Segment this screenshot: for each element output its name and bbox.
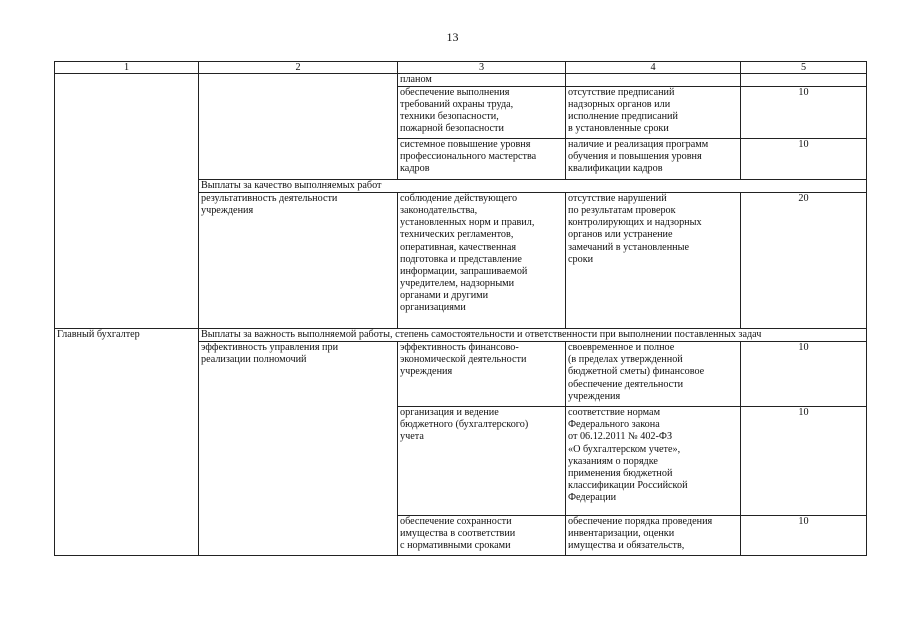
points-cell: 10	[741, 516, 867, 556]
criterion-cell: соблюдение действующего законодательства, установленных норм и правил, технических регламентов, оперативная, качественная подготовка и представление информации, запрашиваемой учредителем, надзорными органами и другими организациями	[398, 193, 566, 329]
condition-cell: обеспечение порядка проведения инвентаризации, оценки имущества и обязательств,	[566, 516, 741, 556]
points-cell: 20	[741, 193, 867, 329]
header-cell: 4	[566, 62, 741, 74]
condition-cell	[566, 74, 741, 87]
section-row	[55, 329, 867, 342]
criterion-cell: обеспечение сохранности имущества в соответствии с нормативными сроками	[398, 516, 566, 556]
criterion-cell: эффективность финансово- экономической деятельности учреждения	[398, 342, 566, 407]
points-cell: 10	[741, 87, 867, 139]
header-cell: 1	[55, 62, 199, 74]
condition-cell: отсутствие предписаний надзорных органов или исполнение предписаний в установленные сроки	[566, 87, 741, 139]
indicator-cell: эффективность управления при реализации полномочий	[199, 342, 398, 556]
criterion-cell: организация и ведение бюджетного (бухгалтерского) учета	[398, 407, 566, 516]
page-number: 13	[446, 30, 459, 44]
header-cell: 5	[741, 62, 867, 74]
criteria-table	[54, 61, 867, 556]
criterion-cell: планом	[398, 74, 566, 87]
condition-cell: отсутствие нарушений по результатам проверок контролирующих и надзорных органов или устранение замечаний в установленные сроки	[566, 193, 741, 329]
points-cell: 10	[741, 407, 867, 516]
points-cell: 10	[741, 342, 867, 407]
condition-cell: наличие и реализация программ обучения и повышения уровня квалификации кадров	[566, 139, 741, 180]
points-cell: 10	[741, 139, 867, 180]
section-title: Выплаты за качество выполняемых работ	[199, 180, 867, 193]
table-header-row	[55, 62, 867, 74]
header-cell: 2	[199, 62, 398, 74]
points-cell	[741, 74, 867, 87]
position-cell: Главный бухгалтер	[55, 329, 199, 556]
position-cell	[55, 74, 199, 329]
header-cell: 3	[398, 62, 566, 74]
indicator-cell	[199, 74, 398, 180]
criterion-cell: обеспечение выполнения требований охраны труда, техники безопасности, пожарной безопасности	[398, 87, 566, 139]
section-title: Выплаты за важность выполняемой работы, степень самостоятельности и ответственности при выполнении поставленных задач	[199, 329, 867, 342]
table-row	[55, 74, 867, 87]
condition-cell: соответствие нормам Федерального закона от 06.12.2011 № 402-ФЗ «О бухгалтерском учете», указаниям о порядке применения бюджетной классификации Российской Федерации	[566, 407, 741, 516]
criterion-cell: системное повышение уровня профессионального мастерства кадров	[398, 139, 566, 180]
condition-cell: своевременное и полное (в пределах утвержденной бюджетной сметы) финансовое обеспечение деятельности учреждения	[566, 342, 741, 407]
indicator-cell: результативность деятельности учреждения	[199, 193, 398, 329]
